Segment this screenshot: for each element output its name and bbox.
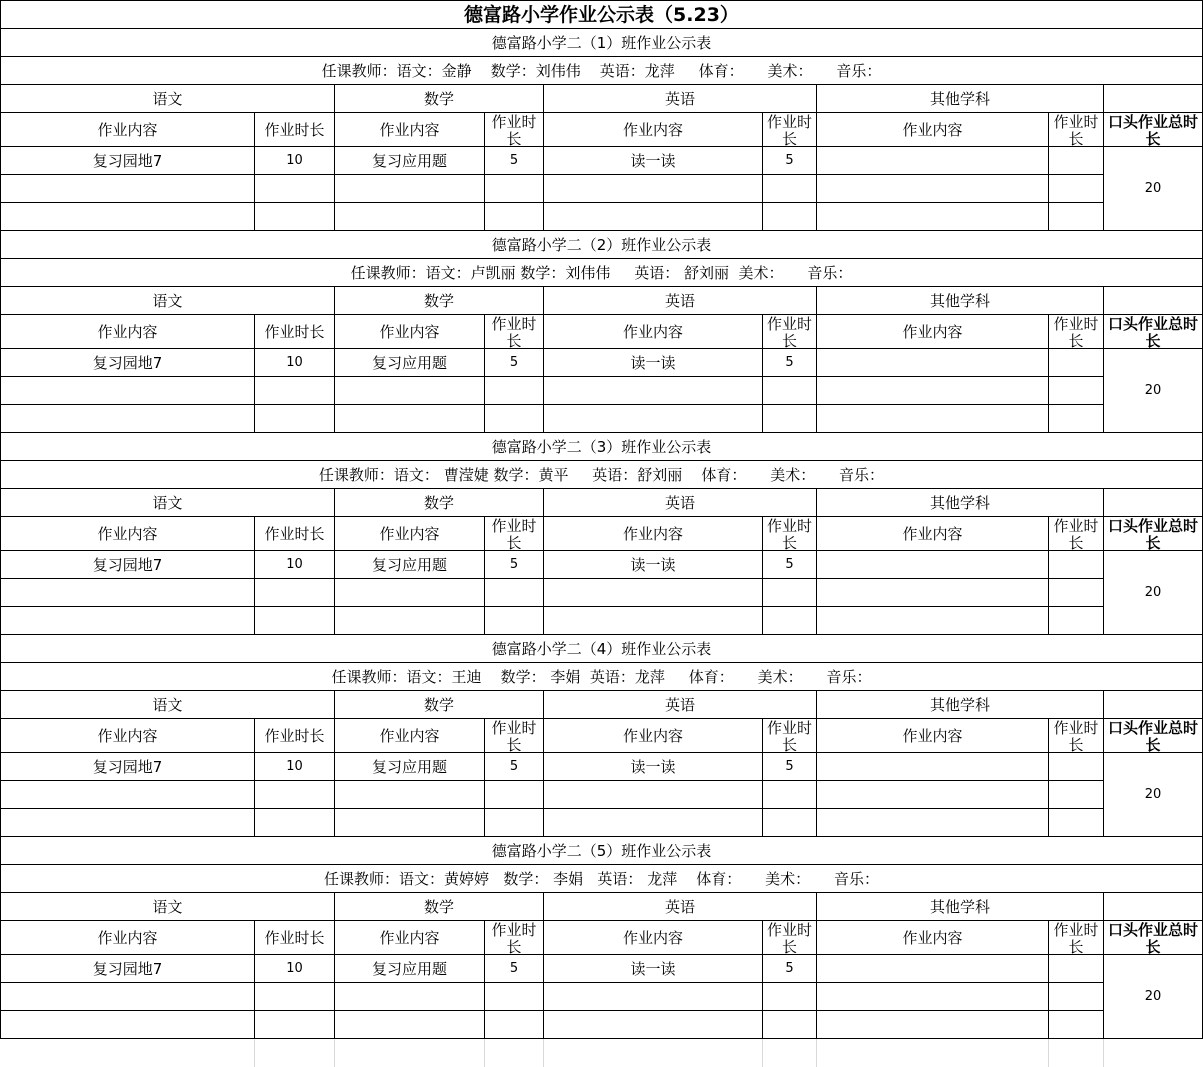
- content-header: 作业内容: [544, 517, 763, 551]
- table-cell: [1049, 955, 1104, 983]
- table-cell: [544, 579, 763, 607]
- teachers-row: 任课教师：语文：王迪 数学： 李娟 英语：龙萍 体育： 美术： 音乐：: [0, 663, 1203, 691]
- table-cell: [335, 781, 485, 809]
- table-cell: [335, 983, 485, 1011]
- subject-math-header: 数学: [335, 287, 544, 315]
- table-cell: [544, 983, 763, 1011]
- table-cell: 读一读: [544, 349, 763, 377]
- table-cell: 10: [255, 551, 335, 579]
- table-cell: [0, 405, 255, 433]
- subject-english-header: 英语: [544, 489, 817, 517]
- duration-header: 作业时长: [255, 517, 335, 551]
- teachers-row: 任课教师：语文：金静 数学：刘伟伟 英语：龙萍 体育： 美术： 音乐：: [0, 57, 1203, 85]
- class-title: 德富路小学二（4）班作业公示表: [0, 635, 1203, 663]
- table-cell: [255, 983, 335, 1011]
- teachers-row: 任课教师：语文：黄婷婷 数学： 李娟 英语： 龙萍 体育： 美术： 音乐：: [0, 865, 1203, 893]
- table-cell: 复习园地7: [0, 147, 255, 175]
- content-header: 作业内容: [335, 113, 485, 147]
- duration-header: 作业时长: [763, 719, 817, 753]
- table-cell: [255, 809, 335, 837]
- table-cell: [0, 809, 255, 837]
- oral-total-header: 口头作业总时长: [1104, 719, 1203, 753]
- table-cell: 5: [485, 349, 544, 377]
- content-header: 作业内容: [0, 113, 255, 147]
- table-cell: [0, 203, 255, 231]
- table-cell: [1049, 753, 1104, 781]
- table-cell: [0, 579, 255, 607]
- table-cell: 10: [255, 955, 335, 983]
- table-cell: [817, 551, 1049, 579]
- subject-math-header: 数学: [335, 85, 544, 113]
- table-cell: 复习应用题: [335, 753, 485, 781]
- table-cell: [1049, 147, 1104, 175]
- table-cell: [544, 1011, 763, 1039]
- subject-blank-header: [1104, 691, 1203, 719]
- table-cell: [817, 377, 1049, 405]
- table-cell: [0, 1011, 255, 1039]
- table-cell: [335, 809, 485, 837]
- table-cell: 5: [763, 753, 817, 781]
- content-header: 作业内容: [817, 113, 1049, 147]
- table-cell: [485, 1011, 544, 1039]
- table-cell: [1049, 607, 1104, 635]
- table-cell: 复习应用题: [335, 551, 485, 579]
- subject-english-header: 英语: [544, 893, 817, 921]
- table-cell: 5: [485, 147, 544, 175]
- content-header: 作业内容: [335, 517, 485, 551]
- table-cell: [1049, 781, 1104, 809]
- content-header: 作业内容: [817, 719, 1049, 753]
- table-cell: [544, 607, 763, 635]
- table-cell: [763, 1011, 817, 1039]
- table-cell: 5: [763, 551, 817, 579]
- duration-header: 作业时长: [255, 719, 335, 753]
- duration-header: 作业时长: [485, 315, 544, 349]
- table-cell: [1049, 405, 1104, 433]
- table-cell: 5: [763, 349, 817, 377]
- table-cell: [335, 377, 485, 405]
- table-cell: [255, 607, 335, 635]
- table-cell: [0, 781, 255, 809]
- table-cell: 5: [763, 147, 817, 175]
- table-cell: [1049, 983, 1104, 1011]
- gridline: [543, 1039, 544, 1067]
- table-cell: [255, 175, 335, 203]
- content-header: 作业内容: [544, 315, 763, 349]
- table-cell: 复习应用题: [335, 147, 485, 175]
- oral-total-header: 口头作业总时长: [1104, 315, 1203, 349]
- duration-header: 作业时长: [485, 113, 544, 147]
- oral-total-value: 20: [1104, 147, 1203, 231]
- subject-english-header: 英语: [544, 85, 817, 113]
- table-cell: [1049, 579, 1104, 607]
- class-title: 德富路小学二（1）班作业公示表: [0, 29, 1203, 57]
- table-cell: [485, 203, 544, 231]
- subject-other-header: 其他学科: [817, 85, 1104, 113]
- table-cell: 读一读: [544, 955, 763, 983]
- content-header: 作业内容: [0, 517, 255, 551]
- table-cell: [335, 175, 485, 203]
- gridline: [1048, 1039, 1049, 1067]
- page-title: 德富路小学作业公示表（5.23）: [0, 0, 1203, 29]
- table-cell: [255, 579, 335, 607]
- table-cell: [0, 607, 255, 635]
- table-cell: [763, 781, 817, 809]
- table-cell: [817, 753, 1049, 781]
- content-header: 作业内容: [0, 315, 255, 349]
- table-cell: 5: [485, 753, 544, 781]
- table-cell: 10: [255, 349, 335, 377]
- duration-header: 作业时长: [485, 517, 544, 551]
- table-cell: 5: [485, 551, 544, 579]
- table-cell: [817, 983, 1049, 1011]
- duration-header: 作业时长: [763, 315, 817, 349]
- table-cell: [485, 579, 544, 607]
- table-cell: 读一读: [544, 147, 763, 175]
- content-header: 作业内容: [544, 113, 763, 147]
- table-cell: [485, 377, 544, 405]
- table-cell: [255, 781, 335, 809]
- subject-chinese-header: 语文: [0, 85, 335, 113]
- teachers-row: 任课教师：语文： 曹滢婕 数学：黄平 英语：舒刘丽 体育： 美术： 音乐：: [0, 461, 1203, 489]
- table-cell: 复习应用题: [335, 955, 485, 983]
- content-header: 作业内容: [335, 719, 485, 753]
- subject-chinese-header: 语文: [0, 287, 335, 315]
- table-cell: [544, 781, 763, 809]
- oral-total-header: 口头作业总时长: [1104, 921, 1203, 955]
- table-cell: [255, 405, 335, 433]
- table-cell: [763, 377, 817, 405]
- oral-total-value: 20: [1104, 349, 1203, 433]
- duration-header: 作业时长: [1049, 921, 1104, 955]
- table-cell: [763, 579, 817, 607]
- table-cell: [817, 955, 1049, 983]
- oral-total-value: 20: [1104, 753, 1203, 837]
- table-cell: [763, 175, 817, 203]
- content-header: 作业内容: [817, 517, 1049, 551]
- table-cell: 5: [763, 955, 817, 983]
- table-cell: [0, 983, 255, 1011]
- subject-other-header: 其他学科: [817, 287, 1104, 315]
- gridline: [484, 1039, 485, 1067]
- table-cell: [817, 1011, 1049, 1039]
- table-cell: [1049, 1011, 1104, 1039]
- duration-header: 作业时长: [1049, 719, 1104, 753]
- table-cell: [1049, 809, 1104, 837]
- duration-header: 作业时长: [763, 113, 817, 147]
- subject-chinese-header: 语文: [0, 691, 335, 719]
- subject-chinese-header: 语文: [0, 489, 335, 517]
- content-header: 作业内容: [544, 921, 763, 955]
- duration-header: 作业时长: [763, 921, 817, 955]
- table-cell: [485, 809, 544, 837]
- table-cell: [544, 809, 763, 837]
- content-header: 作业内容: [544, 719, 763, 753]
- table-cell: [763, 809, 817, 837]
- duration-header: 作业时长: [763, 517, 817, 551]
- gridline: [762, 1039, 763, 1067]
- table-cell: [763, 203, 817, 231]
- subject-english-header: 英语: [544, 287, 817, 315]
- table-cell: [1049, 377, 1104, 405]
- table-cell: [485, 983, 544, 1011]
- gridline: [816, 1039, 817, 1067]
- table-cell: [817, 607, 1049, 635]
- table-cell: [544, 405, 763, 433]
- table-cell: [1049, 175, 1104, 203]
- subject-other-header: 其他学科: [817, 893, 1104, 921]
- content-header: 作业内容: [335, 921, 485, 955]
- table-cell: 复习应用题: [335, 349, 485, 377]
- table-cell: [335, 1011, 485, 1039]
- table-cell: [817, 203, 1049, 231]
- table-cell: [335, 607, 485, 635]
- table-cell: [544, 377, 763, 405]
- subject-other-header: 其他学科: [817, 691, 1104, 719]
- gridline: [334, 1039, 335, 1067]
- table-cell: [1049, 551, 1104, 579]
- class-title: 德富路小学二（2）班作业公示表: [0, 231, 1203, 259]
- content-header: 作业内容: [0, 921, 255, 955]
- table-cell: [0, 377, 255, 405]
- subject-other-header: 其他学科: [817, 489, 1104, 517]
- table-cell: [1049, 203, 1104, 231]
- table-cell: [763, 405, 817, 433]
- content-header: 作业内容: [0, 719, 255, 753]
- oral-total-value: 20: [1104, 551, 1203, 635]
- teachers-row: 任课教师：语文：卢凯丽 数学：刘伟伟 英语： 舒刘丽 美术： 音乐：: [0, 259, 1203, 287]
- table-cell: [335, 579, 485, 607]
- table-cell: [0, 175, 255, 203]
- content-header: 作业内容: [335, 315, 485, 349]
- subject-blank-header: [1104, 287, 1203, 315]
- table-cell: [485, 607, 544, 635]
- duration-header: 作业时长: [1049, 113, 1104, 147]
- table-cell: [255, 1011, 335, 1039]
- table-cell: 复习园地7: [0, 955, 255, 983]
- content-header: 作业内容: [817, 921, 1049, 955]
- subject-english-header: 英语: [544, 691, 817, 719]
- table-cell: [817, 349, 1049, 377]
- subject-blank-header: [1104, 893, 1203, 921]
- table-cell: 10: [255, 753, 335, 781]
- table-cell: [763, 983, 817, 1011]
- subject-blank-header: [1104, 489, 1203, 517]
- subject-math-header: 数学: [335, 691, 544, 719]
- duration-header: 作业时长: [1049, 517, 1104, 551]
- oral-total-value: 20: [1104, 955, 1203, 1039]
- table-cell: [817, 809, 1049, 837]
- table-cell: 复习园地7: [0, 753, 255, 781]
- table-cell: [485, 405, 544, 433]
- table-cell: [255, 203, 335, 231]
- oral-total-header: 口头作业总时长: [1104, 113, 1203, 147]
- subject-math-header: 数学: [335, 489, 544, 517]
- class-title: 德富路小学二（5）班作业公示表: [0, 837, 1203, 865]
- table-cell: 读一读: [544, 753, 763, 781]
- table-cell: [817, 579, 1049, 607]
- content-header: 作业内容: [817, 315, 1049, 349]
- table-cell: [817, 147, 1049, 175]
- table-cell: [255, 377, 335, 405]
- table-cell: 复习园地7: [0, 551, 255, 579]
- table-cell: 5: [485, 955, 544, 983]
- table-cell: [335, 203, 485, 231]
- table-cell: [817, 405, 1049, 433]
- table-cell: [817, 781, 1049, 809]
- duration-header: 作业时长: [1049, 315, 1104, 349]
- gridline: [254, 1039, 255, 1067]
- oral-total-header: 口头作业总时长: [1104, 517, 1203, 551]
- table-cell: [817, 175, 1049, 203]
- duration-header: 作业时长: [255, 315, 335, 349]
- table-cell: [1049, 349, 1104, 377]
- subject-chinese-header: 语文: [0, 893, 335, 921]
- table-cell: [544, 203, 763, 231]
- table-cell: [544, 175, 763, 203]
- table-cell: 复习园地7: [0, 349, 255, 377]
- table-cell: [485, 781, 544, 809]
- duration-header: 作业时长: [485, 719, 544, 753]
- duration-header: 作业时长: [255, 921, 335, 955]
- table-cell: [763, 607, 817, 635]
- gridline: [1103, 1039, 1104, 1067]
- table-cell: 读一读: [544, 551, 763, 579]
- duration-header: 作业时长: [255, 113, 335, 147]
- class-title: 德富路小学二（3）班作业公示表: [0, 433, 1203, 461]
- table-cell: 10: [255, 147, 335, 175]
- table-cell: [335, 405, 485, 433]
- table-cell: [485, 175, 544, 203]
- subject-math-header: 数学: [335, 893, 544, 921]
- duration-header: 作业时长: [485, 921, 544, 955]
- subject-blank-header: [1104, 85, 1203, 113]
